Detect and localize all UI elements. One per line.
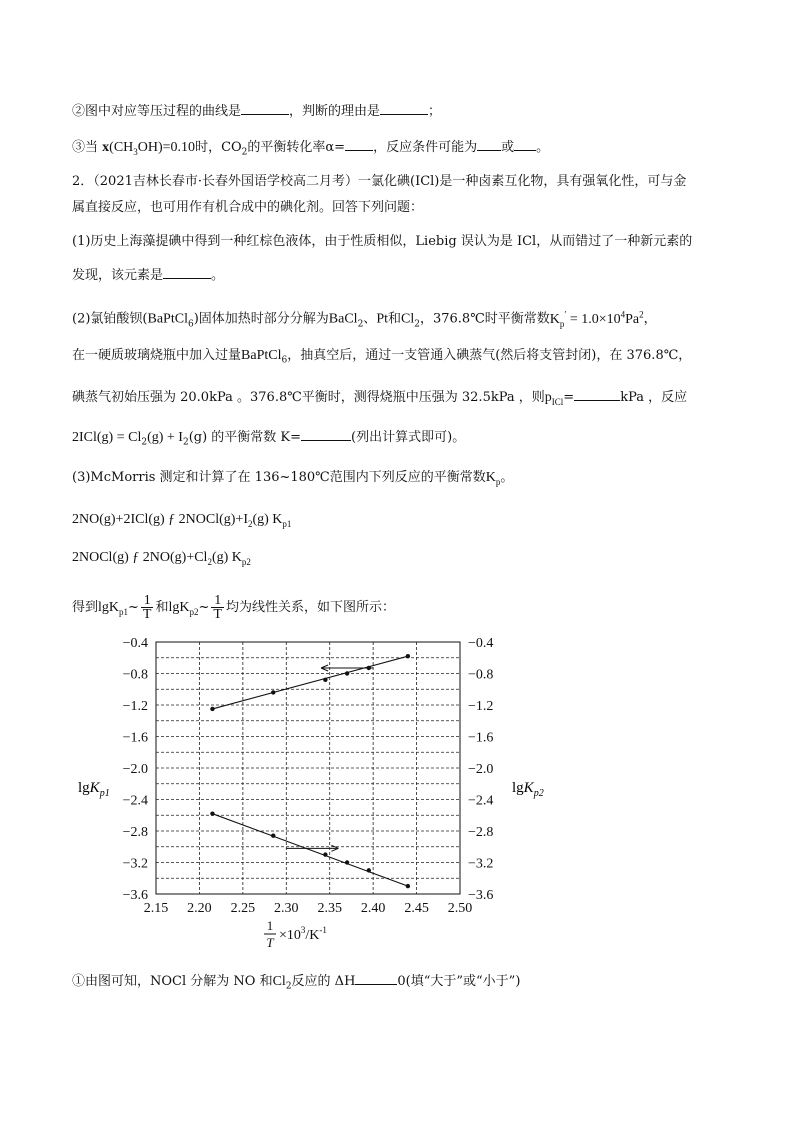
equation-2 bbox=[72, 548, 251, 572]
x-axis-label bbox=[264, 918, 327, 950]
p2-kp-sup: ′ bbox=[564, 309, 567, 319]
part3-blank-alpha[interactable] bbox=[345, 138, 373, 151]
final-b: 反应的 ΔH bbox=[291, 974, 356, 989]
linear-lg2-sub: p2 bbox=[189, 606, 199, 617]
intro-line1: 一氯化碘(ICl)是一种卤素互化物，具有强氧化性，可与金 bbox=[358, 174, 687, 189]
part3b-line bbox=[72, 468, 513, 492]
y-label-left bbox=[78, 780, 110, 799]
part2-blank-picl[interactable] bbox=[574, 388, 620, 401]
x-tick-label: 2.25 bbox=[230, 901, 256, 916]
xlabel-part: -1 bbox=[319, 925, 327, 935]
question-number: 2． bbox=[72, 174, 94, 189]
ch3oh-sub: 3 bbox=[133, 146, 138, 157]
p2-line3c: kPa ，反应 bbox=[620, 390, 688, 405]
eq1-sub: 2 bbox=[247, 518, 253, 529]
y-tick-label-left: −0.8 bbox=[122, 667, 148, 683]
linear-and: 和 bbox=[155, 600, 169, 615]
p2-b: )固体加热时部分分解为 bbox=[193, 311, 329, 327]
p2-exp: 4 bbox=[620, 309, 626, 319]
series-line-lgKp2 bbox=[212, 656, 407, 709]
linear-relation-line bbox=[72, 594, 395, 622]
ylabel-sub: p2 bbox=[533, 788, 544, 799]
x-tick-label: 2.15 bbox=[143, 901, 169, 916]
part2-blank-reason[interactable] bbox=[380, 102, 428, 115]
y-tick-label-left: −2.4 bbox=[122, 793, 148, 809]
fraction-1-over-T-2 bbox=[211, 594, 224, 621]
p2-c: 、 bbox=[363, 311, 377, 327]
y-tick-label-right: −2.0 bbox=[468, 762, 494, 777]
part3-end: 。 bbox=[536, 140, 550, 155]
ylabel-lg: lg bbox=[512, 780, 524, 796]
p3-line: (3)McMorris 测定和计算了在 136~180℃范围内下列反应的平衡常数 bbox=[72, 470, 486, 485]
eq1-k: p1 bbox=[282, 518, 292, 529]
linear-tilde1: ~ bbox=[128, 600, 139, 615]
y-tick-label-left: −1.6 bbox=[122, 730, 148, 746]
y-tick-label-right: −1.2 bbox=[468, 699, 494, 714]
data-point-lgKp1 bbox=[271, 834, 275, 838]
y-tick-label-left: −3.2 bbox=[122, 856, 148, 872]
data-point-lgKp1 bbox=[345, 860, 349, 864]
intro-line2: 属直接反应，也可用作有机合成中的碘化剂。回答下列问题： bbox=[72, 200, 424, 215]
y-tick-label-right: −2.4 bbox=[468, 793, 494, 809]
p2-line4d: (列出计算式即可)。 bbox=[351, 430, 466, 445]
co2-sub: 2 bbox=[241, 147, 248, 158]
p2-kp-sub: p bbox=[559, 318, 565, 329]
p2-line2b: ，抽真空后，通过一支管通入碘蒸气(然后将支管封闭)，在 376.8℃， bbox=[287, 348, 692, 363]
part1-line2 bbox=[72, 266, 224, 286]
p3-end: 。 bbox=[500, 470, 514, 485]
p2-e: ，376.8℃时平衡常数 bbox=[419, 311, 550, 327]
x-tick-label: 2.35 bbox=[317, 901, 342, 916]
frac2-num: 1 bbox=[211, 594, 224, 608]
part2-blank-curve[interactable] bbox=[241, 102, 289, 115]
p2-line4b: (g) + I bbox=[147, 430, 183, 445]
p2-line4-sub2: 2 bbox=[182, 437, 189, 448]
chart-ticks bbox=[123, 636, 494, 916]
frac2-den: T bbox=[213, 607, 222, 622]
y-tick-label-right: −3.6 bbox=[468, 888, 494, 903]
p2-kp: K bbox=[549, 311, 560, 327]
eq1-text: 2NO(g)+2ICl(g) ƒ 2NOCl(g)+I bbox=[72, 512, 248, 527]
data-point-lgKp2 bbox=[406, 654, 410, 658]
p2-d: 和 bbox=[388, 311, 402, 327]
p2-line4-sub1: 2 bbox=[141, 437, 148, 448]
p2-eq: = 1.0×10 bbox=[566, 311, 621, 327]
equation-1 bbox=[72, 510, 291, 534]
x-tick-label: 2.45 bbox=[404, 901, 429, 916]
part2-suffix: ； bbox=[428, 104, 442, 119]
p3-kp: K bbox=[485, 470, 496, 485]
data-point-lgKp2 bbox=[323, 678, 327, 682]
y-tick-label-right: −1.6 bbox=[468, 730, 494, 746]
p2-line2-compound: BaPtCl bbox=[241, 348, 282, 363]
part2b-line2 bbox=[72, 346, 691, 371]
part3-or: 或 bbox=[501, 140, 515, 155]
data-point-lgKp1 bbox=[323, 852, 327, 856]
part3-line bbox=[72, 138, 549, 163]
linear-a: 得到 bbox=[72, 600, 99, 615]
part3-text2: 的平衡转化率α= bbox=[247, 140, 346, 155]
linear-tilde2: ~ bbox=[198, 600, 210, 615]
data-point-lgKp1 bbox=[367, 868, 371, 872]
part1-line2-end: 。 bbox=[211, 268, 225, 283]
data-point-lgKp1 bbox=[406, 884, 410, 888]
lgk-chart bbox=[70, 632, 570, 954]
y-tick-label-right: −2.8 bbox=[468, 825, 494, 840]
y-tick-label-right: −3.2 bbox=[468, 856, 494, 872]
p2-compound: BaPtCl bbox=[147, 311, 188, 327]
xlabel-part: 3 bbox=[300, 925, 306, 935]
p2-f: ， bbox=[643, 311, 657, 327]
fraction-1-over-T bbox=[141, 594, 154, 621]
mole-fraction-x: x bbox=[102, 140, 110, 155]
xlabel-part: /K bbox=[305, 928, 320, 943]
linear-lg1-sub: p1 bbox=[119, 606, 129, 617]
final-c: 0(填“大于”或“小于”) bbox=[397, 974, 521, 989]
p2-line4a: 2ICl(g) = Cl bbox=[72, 430, 142, 445]
xlabel-num: 1 bbox=[266, 918, 274, 933]
y-tick-label-left: −1.2 bbox=[122, 699, 148, 714]
part2-mid: ，判断的理由是 bbox=[289, 104, 381, 119]
p2-line4c: (g) 的平衡常数 K= bbox=[188, 430, 302, 445]
xlabel-part: ×10 bbox=[279, 928, 301, 943]
ch3oh-part2: OH)=0.10 bbox=[137, 140, 196, 155]
chart-grid bbox=[156, 642, 460, 894]
eq2-text: 2NOCl(g) ƒ 2NO(g)+Cl bbox=[72, 550, 208, 565]
part3-text1: 时，CO bbox=[195, 140, 242, 155]
question2-header bbox=[72, 172, 686, 192]
linear-lg2: lgK bbox=[168, 600, 190, 615]
p2-cl: Cl bbox=[401, 311, 415, 327]
xlabel-den: T bbox=[266, 935, 274, 950]
p2-line2-sub6: 6 bbox=[281, 355, 288, 366]
frac-den: T bbox=[142, 607, 152, 622]
p2-line3b: = bbox=[563, 390, 575, 405]
frac-num: 1 bbox=[141, 594, 154, 608]
p3-kp-sub: p bbox=[495, 476, 501, 487]
chart-series bbox=[210, 654, 410, 888]
data-point-lgKp2 bbox=[271, 690, 275, 694]
final-cl: Cl bbox=[272, 974, 286, 989]
linear-b: 均为线性关系，如下图所示： bbox=[225, 600, 395, 615]
part2-blank-k[interactable] bbox=[301, 428, 351, 441]
part2-prefix: ②图中对应等压过程的曲线是 bbox=[72, 104, 242, 119]
part2b-line3 bbox=[72, 388, 687, 412]
p-icl: p bbox=[544, 390, 552, 405]
y-label-right bbox=[512, 780, 544, 799]
linear-lg1: lgK bbox=[98, 600, 120, 615]
part3-prefix: ③当 bbox=[72, 140, 99, 155]
y-tick-label-left: −3.6 bbox=[122, 888, 148, 903]
p2-unit-exp: 2 bbox=[639, 309, 644, 319]
x-tick-label: 2.30 bbox=[274, 901, 299, 916]
x-tick-label: 2.50 bbox=[447, 901, 473, 916]
eq2-k: p2 bbox=[241, 556, 251, 567]
ylabel-k: K bbox=[89, 780, 100, 796]
p2-sub6: 6 bbox=[187, 319, 194, 330]
ylabel-sub: p1 bbox=[99, 788, 110, 799]
xlabel-rest bbox=[279, 925, 327, 943]
p2-bacl: BaCl bbox=[328, 311, 358, 327]
p2-unit: Pa bbox=[625, 311, 640, 327]
ylabel-k: K bbox=[523, 780, 534, 796]
p2-bacl-sub: 2 bbox=[357, 319, 364, 330]
p2-pt: Pt bbox=[376, 311, 388, 327]
p2-cl-sub: 2 bbox=[414, 319, 420, 330]
y-tick-label-left: −2.8 bbox=[122, 825, 148, 840]
data-point-lgKp2 bbox=[210, 707, 214, 711]
final-blank-dh[interactable] bbox=[355, 972, 397, 985]
y-tick-label-left: −0.4 bbox=[122, 636, 148, 651]
part1-line1: (1)历史上海藻提碘中得到一种红棕色液体，由于性质相似，Liebig 误认为是 ICl，从而错过了一种新元素的 bbox=[72, 234, 693, 249]
y-tick-label-right: −0.8 bbox=[468, 667, 494, 683]
y-tick-label-left: −2.0 bbox=[122, 762, 148, 777]
p2-line2a: 在一硬质玻璃烧瓶中加入过量 bbox=[72, 348, 242, 363]
part1-blank-element[interactable] bbox=[163, 266, 211, 279]
p-icl-sub: ICl bbox=[551, 396, 564, 407]
eq2-end: (g) K bbox=[211, 550, 242, 565]
x-tick-label: 2.40 bbox=[360, 901, 386, 916]
final-question-line bbox=[72, 972, 520, 997]
part2-line bbox=[72, 102, 441, 122]
eq1-end: (g) K bbox=[252, 512, 283, 527]
eq2-sub: 2 bbox=[207, 556, 212, 567]
final-a: ①由图可知，NOCl 分解为 NO 和 bbox=[72, 974, 273, 989]
data-point-lgKp1 bbox=[210, 811, 214, 815]
ch3oh-part1: (CH bbox=[109, 140, 134, 155]
p2-a: (2)氯铂酸钡( bbox=[72, 311, 148, 327]
ylabel-lg: lg bbox=[78, 780, 90, 796]
part1-line2-text: 发现，该元素是 bbox=[72, 268, 164, 283]
p2-line3a: 碘蒸气初始压强为 20.0kPa 。376.8℃平衡时，测得烧瓶中压强为 32.5kPa ，则 bbox=[72, 390, 545, 405]
x-tick-label: 2.20 bbox=[187, 901, 212, 916]
series-line-lgKp1 bbox=[212, 814, 407, 886]
y-tick-label-right: −0.4 bbox=[468, 636, 494, 651]
question-source: （2021吉林长春市·长春外国语学校高二月考） bbox=[93, 174, 358, 189]
final-cl-sub: 2 bbox=[285, 981, 292, 992]
part2b-line4 bbox=[72, 428, 465, 453]
data-point-lgKp2 bbox=[345, 671, 349, 675]
part3-blank-cond2[interactable] bbox=[514, 138, 536, 151]
part3-blank-cond1[interactable] bbox=[477, 138, 501, 151]
part2b-line1 bbox=[72, 304, 657, 334]
part3-text3: ，反应条件可能为 bbox=[373, 140, 478, 155]
